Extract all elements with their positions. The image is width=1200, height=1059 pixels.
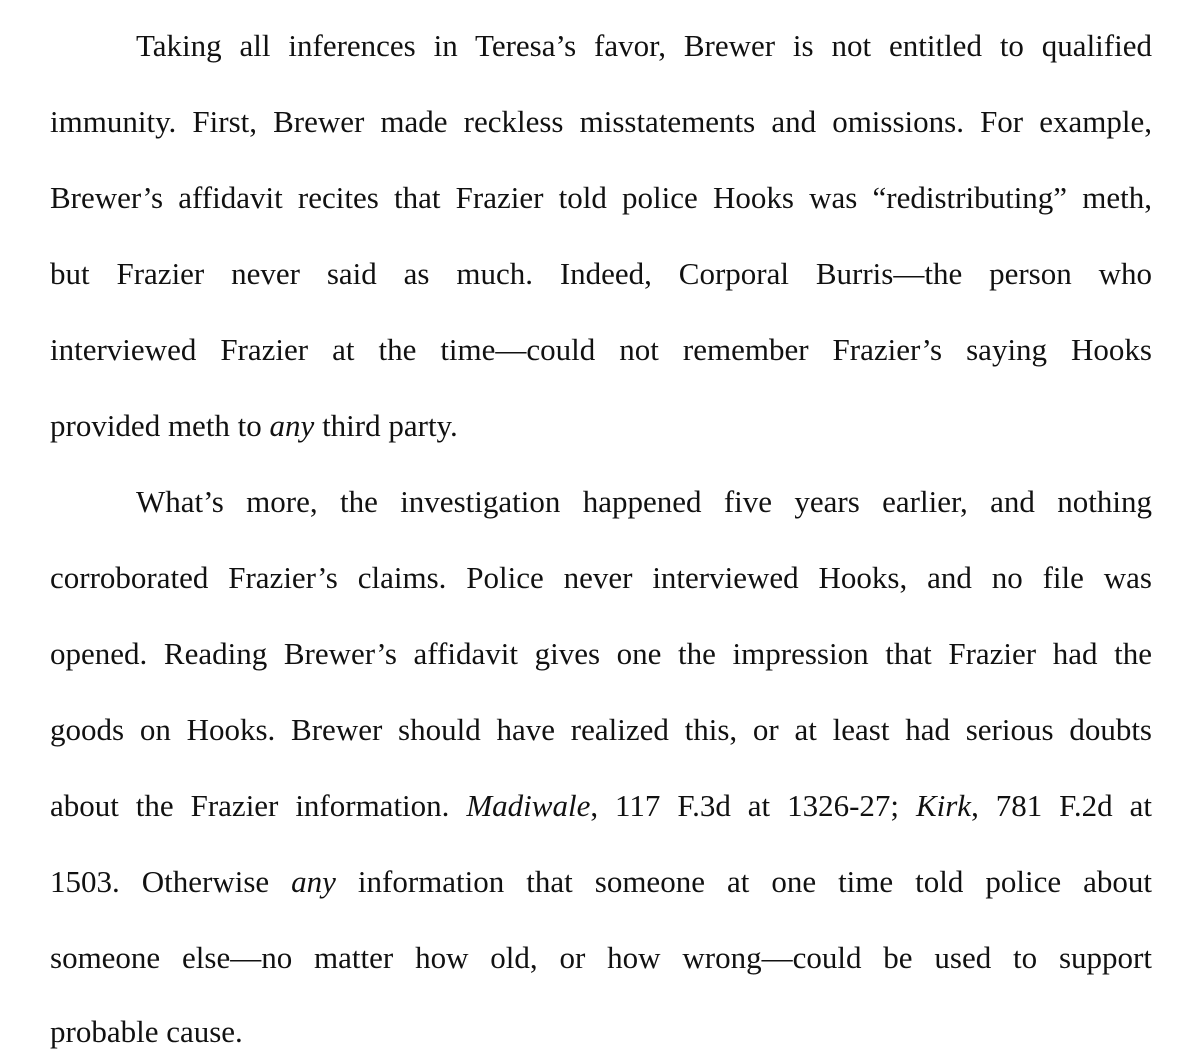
text-run: , 117 F.3d at 1326-27; <box>590 788 916 823</box>
text-run: third party. <box>314 408 458 443</box>
emphasis-any: any <box>291 864 336 899</box>
text-line: Brewer’s affidavit recites that Frazier told police Hooks was “redistributing” meth, <box>50 180 1152 215</box>
text-line: someone else—no matter how old, or how wrong—could be used to support <box>50 940 1152 975</box>
text-run: information that someone at one time told police about <box>335 864 1153 899</box>
case-citation-madiwale: Madiwale <box>466 788 591 823</box>
citation-line <box>50 786 1152 826</box>
emphasis-any: any <box>269 408 315 443</box>
text-run: , 781 F.2d at <box>971 788 1152 823</box>
text-line <box>50 862 1152 902</box>
text-line: Taking all inferences in Teresa’s favor, Brewer is not entitled to qualified <box>136 28 1152 63</box>
text-line: interviewed Frazier at the time—could not remember Frazier’s saying Hooks <box>50 332 1152 367</box>
text-line: opened. Reading Brewer’s affidavit gives one the impression that Frazier had the <box>50 636 1152 671</box>
text-line: What’s more, the investigation happened five years earlier, and nothing <box>136 484 1152 519</box>
text-run: provided meth to <box>50 408 270 443</box>
text-line: corroborated Frazier’s claims. Police never interviewed Hooks, and no file was <box>50 560 1152 595</box>
text-run: about the Frazier information. <box>50 788 467 823</box>
text-line: goods on Hooks. Brewer should have realized this, or at least had serious doubts <box>50 712 1152 747</box>
text-line <box>50 406 1152 446</box>
text-line: probable cause. <box>50 1014 243 1049</box>
case-citation-kirk: Kirk <box>915 788 972 823</box>
text-line: immunity. First, Brewer made reckless misstatements and omissions. For example, <box>50 104 1152 139</box>
text-line: but Frazier never said as much. Indeed, Corporal Burris—the person who <box>50 256 1152 291</box>
text-run: 1503. Otherwise <box>50 864 292 899</box>
